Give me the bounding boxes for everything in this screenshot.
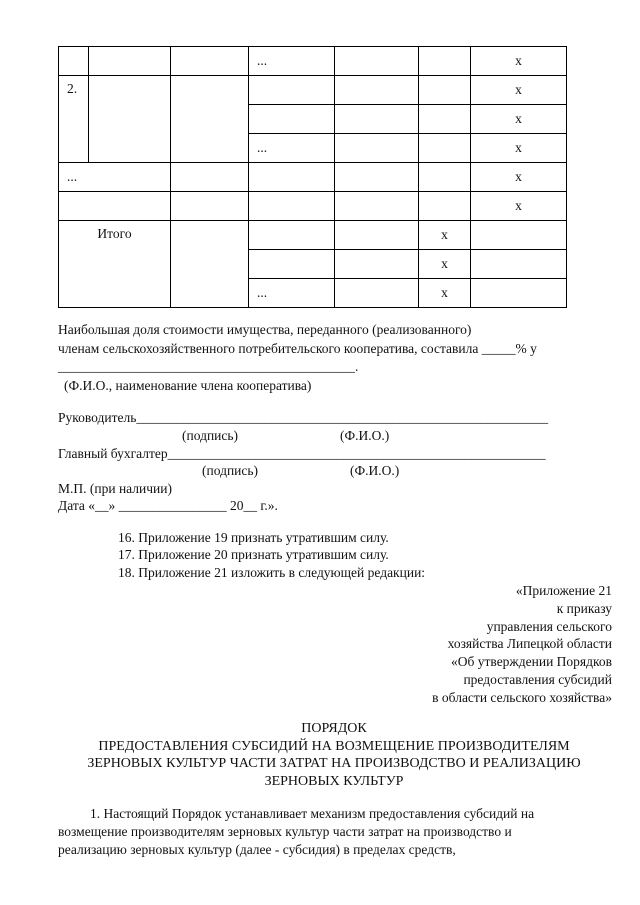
item-16: 16. Приложение 19 признать утратившим силу. [118, 530, 389, 545]
table-cell [59, 47, 89, 76]
table-cell [471, 250, 567, 279]
appendix-ref-line: «Об утверждении Порядков [451, 654, 612, 670]
table-cell [249, 192, 335, 221]
appendix-ref-line: «Приложение 21 [515, 583, 612, 598]
table-cell [335, 76, 419, 105]
table-cell [171, 192, 249, 221]
head-signature-line: Руководитель_____________________________________________________________ [58, 410, 549, 425]
table-cell: ... [249, 47, 335, 76]
body-line-1: 1. Настоящий Порядок устанавливает механизм предоставления субсидий на [90, 806, 535, 821]
table-cell: х [471, 105, 567, 134]
table-cell: х [471, 192, 567, 221]
table-cell [89, 47, 171, 76]
table-cell: х [471, 76, 567, 105]
table-cell: ... [59, 163, 171, 192]
table-row [59, 47, 567, 76]
table-cell [89, 76, 171, 163]
table-cell-number: 2. [59, 76, 89, 163]
table-cell [335, 47, 419, 76]
table-cell [171, 47, 249, 76]
table-cell [171, 221, 249, 308]
title-line: ПРЕДОСТАВЛЕНИЯ СУБСИДИЙ НА ВОЗМЕЩЕНИЕ ПРОИЗВОДИТЕЛЯМ [98, 738, 570, 754]
table-cell: х [419, 279, 471, 308]
share-line-3: ____________________________________________. [58, 359, 359, 374]
table-cell [419, 163, 471, 192]
table-row [59, 192, 567, 221]
acc-name-caption: (Ф.И.О.) [350, 463, 400, 478]
appendix-reference [432, 582, 612, 707]
table-cell [249, 76, 335, 105]
table-cell [249, 221, 335, 250]
table-cell [335, 192, 419, 221]
item-17: 17. Приложение 20 признать утратившим силу. [118, 547, 389, 562]
table-cell: х [471, 163, 567, 192]
table-cell [471, 221, 567, 250]
table-cell [419, 105, 471, 134]
title-line: ЗЕРНОВЫХ КУЛЬТУР ЧАСТИ ЗАТРАТ НА ПРОИЗВОДСТВО И РЕАЛИЗАЦИЮ [87, 756, 581, 771]
table-cell [419, 47, 471, 76]
table-cell: ... [249, 279, 335, 308]
table-cell [335, 163, 419, 192]
date-line: Дата «__» ________________ 20__ г.». [58, 498, 278, 513]
appendix-ref-line: к приказу [556, 600, 612, 616]
table-cell [59, 192, 171, 221]
total-label: Итого [59, 221, 171, 308]
body-line-3: реализацию зерновых культур (далее - субсидия) в пределах средств, [58, 842, 456, 857]
item-18: 18. Приложение 21 изложить в следующей редакции: [118, 565, 426, 580]
table-cell [249, 250, 335, 279]
table-cell [419, 76, 471, 105]
table-cell [335, 279, 419, 308]
title-line: ПОРЯДОК [301, 721, 367, 736]
table-cell [335, 105, 419, 134]
table-cell [471, 279, 567, 308]
title-line: ЗЕРНОВЫХ КУЛЬТУР [264, 773, 404, 789]
document-title [58, 720, 610, 790]
table-cell: х [419, 250, 471, 279]
stamp-note: М.П. (при наличии) [58, 481, 172, 496]
table-cell: х [471, 47, 567, 76]
table-cell [419, 192, 471, 221]
appendix-ref-line: предоставления субсидий [463, 671, 612, 687]
table-row [59, 76, 567, 105]
data-table [58, 46, 567, 308]
appendix-ref-line: в области сельского хозяйства» [432, 689, 612, 705]
table-row [59, 163, 567, 192]
share-caption: (Ф.И.О., наименование члена кооператива) [64, 378, 312, 393]
table-cell: х [471, 134, 567, 163]
body-line-2: возмещение производителям зерновых культур части затрат на производство и [58, 824, 512, 839]
table-row-total [59, 221, 567, 250]
share-line-1: Наибольшая доля стоимости имущества, переданного (реализованного) [58, 322, 472, 337]
table-cell [249, 105, 335, 134]
table-cell [335, 221, 419, 250]
accountant-signature-line: Главный бухгалтер________________________________________________________ [58, 446, 546, 461]
table-cell [171, 76, 249, 163]
table-cell: х [419, 221, 471, 250]
table-cell [335, 134, 419, 163]
head-sign-caption: (подпись) [182, 428, 239, 443]
share-line-2: членам сельскохозяйственного потребительского кооператива, составила _____% у [58, 341, 537, 356]
appendix-ref-line: хозяйства Липецкой области [447, 636, 612, 652]
table-cell [249, 163, 335, 192]
appendix-ref-line: управления сельского [486, 618, 612, 634]
table-cell: ... [249, 134, 335, 163]
table-cell [171, 163, 249, 192]
acc-sign-caption: (подпись) [202, 463, 259, 478]
table-cell [335, 250, 419, 279]
table-cell [419, 134, 471, 163]
head-name-caption: (Ф.И.О.) [340, 428, 390, 443]
